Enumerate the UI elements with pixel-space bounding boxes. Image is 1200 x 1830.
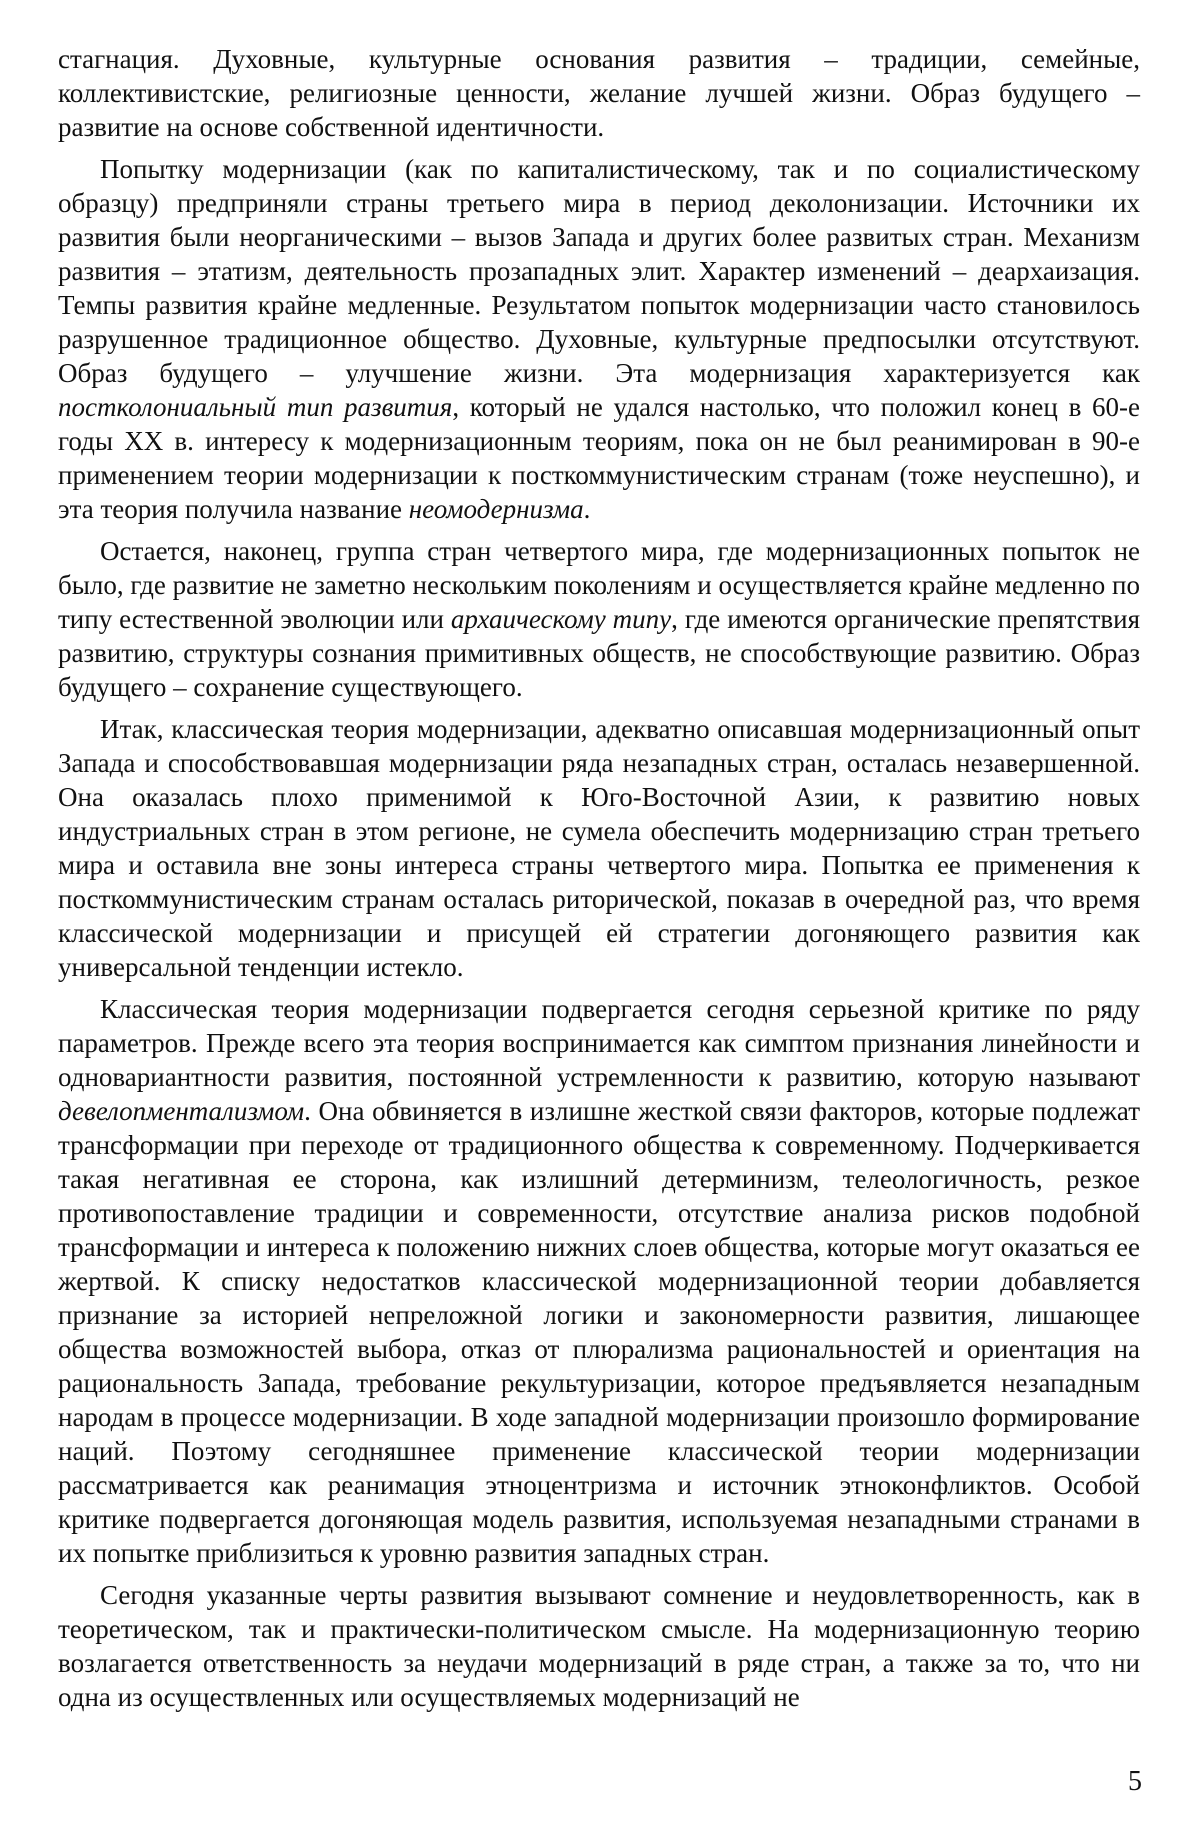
emphasized-term: девелопментализмом <box>58 1096 305 1126</box>
paragraph-text: . <box>583 494 591 524</box>
paragraph-text: Попытку модернизации (как по капиталистическому, так и по социалистическому образцу) предприняли страны третьего мира в период деколонизации. Источники их развития были неорганическими – вызов Запада и других более развитых стран. Механизм развития – этатизм, деятельность прозападных элит. Характер изменений – деархаизация. Темпы развития крайне медленные. Результатом попыток модернизации часто становилось разрушенное традиционное общество. Духовные, культурные предпосылки отсутствуют. Образ будущего – улучшение жизни. Эта модернизация характеризуется как <box>58 154 1140 388</box>
document-page <box>58 42 1140 1722</box>
paragraph-text: стагнация. Духовные, культурные основания развития – традиции, семейные, коллективистские, религиозные ценности, желание лучшей жизни. Образ будущего – развитие на основе собственной идентичности. <box>58 44 1140 142</box>
paragraph-text: . Она обвиняется в излишне жесткой связи факторов, которые подлежат трансформации при переходе от традиционного общества к современному. Подчеркивается такая негативная ее сторона, как излишний детерминизм, телеологичность, резкое противопоставление традиции и современности, отсутствие анализа рисков подобной трансформации и интереса к положению нижних слоев общества, которые могут оказаться ее жертвой. К списку недостатков классической модернизационной теории добавляется признание за историей непреложной логики и закономерности развития, лишающее общества возможностей выбора, отказ от плюрализма рациональностей и ориентация на рациональность Запада, требование рекультуризации, которое предъявляется незападным народам в процессе модернизации. В ходе западной модернизации произошло формирование наций. Поэтому сегодняшнее применение классической теории модернизации рассматривается как реанимация этноцентризма и источник этноконфликтов. Особой критике подвергается догоняющая модель развития, используемая незападными странами в их попытке приблизиться к уровню развития западных стран. <box>58 1096 1140 1568</box>
paragraph <box>58 152 1140 526</box>
paragraph-text: , который не удался настолько, что положил конец в 60-е годы XX в. интересу к модернизационным теориям, пока он не был реанимирован в 90-е применением теории модернизации к посткоммунистическим странам (тоже неуспешно), и эта теория получила название <box>58 392 1140 524</box>
paragraph <box>58 712 1140 984</box>
paragraph-text: Сегодня указанные черты развития вызывают сомнение и неудовлетворенность, как в теоретическом, так и практически-политическом смысле. На модернизационную теорию возлагается ответственность за неудачи модернизаций в ряде стран, а также за то, что ни одна из осуществленных или осуществляемых модернизаций не <box>58 1580 1140 1712</box>
paragraph-text: Итак, классическая теория модернизации, адекватно описавшая модернизационный опыт Запада и способствовавшая модернизации ряда незападных стран, осталась незавершенной. Она оказалась плохо применимой к Юго-Восточной Азии, к развитию новых индустриальных стран в этом регионе, не сумела обеспечить модернизацию стран третьего мира и оставила вне зоны интереса страны четвертого мира. Попытка ее применения к посткоммунистическим странам осталась риторической, показав в очередной раз, что время классической модернизации и присущей ей стратегии догоняющего развития как универсальной тенденции истекло. <box>58 714 1140 982</box>
document-body <box>58 42 1140 1714</box>
paragraph <box>58 42 1140 144</box>
paragraph <box>58 992 1140 1570</box>
emphasized-term: неомодернизма <box>408 494 584 524</box>
page-number: 5 <box>1128 1766 1142 1797</box>
emphasized-term: архаическому типу <box>450 604 672 634</box>
paragraph-text: Остается, наконец, группа стран четвертого мира, где модернизационных попыток не было, где развитие не заметно нескольким поколениям и осуществляется крайне медленно по типу естественной эволюции или <box>58 536 1140 634</box>
paragraph-text: , где имеются органические препятствия развитию, структуры сознания примитивных обществ, не способствующие развитию. Образ будущего – сохранение существующего. <box>58 604 1140 702</box>
paragraph <box>58 1578 1140 1714</box>
emphasized-term: постколониальный тип развития <box>58 392 453 422</box>
paragraph-text: Классическая теория модернизации подвергается сегодня серьезной критике по ряду параметров. Прежде всего эта теория воспринимается как симптом признания линейности и одновариантности развития, постоянной устремленности к развитию, которую называют <box>58 994 1140 1092</box>
paragraph <box>58 534 1140 704</box>
